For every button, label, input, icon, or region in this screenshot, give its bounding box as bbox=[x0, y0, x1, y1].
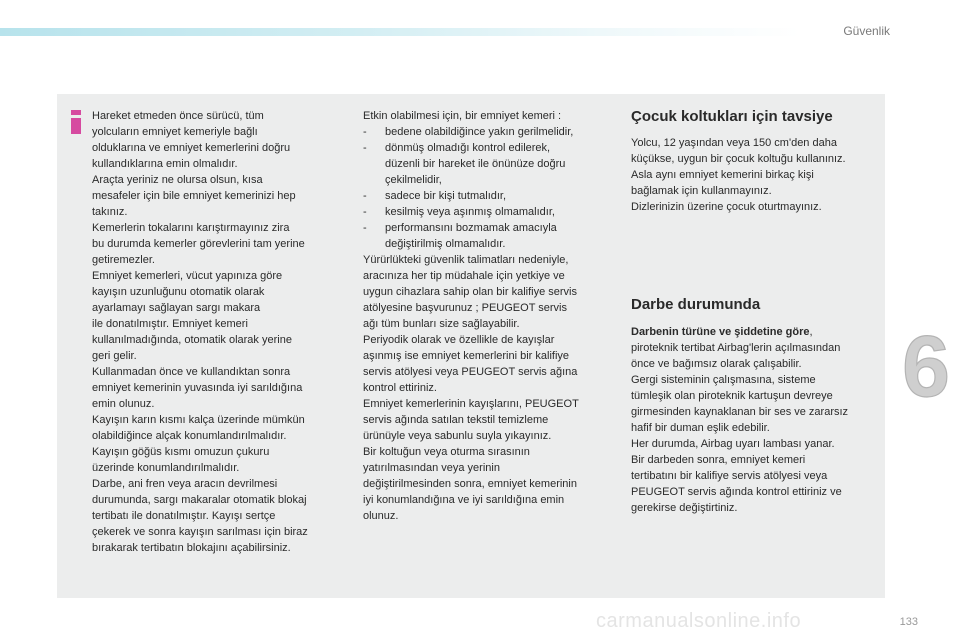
seatbelt-general-text bbox=[92, 108, 340, 556]
list-item-line: dönmüş olmadığı kontrol edilerek, bbox=[385, 142, 551, 154]
text-line: aşınmış ise emniyet kemerlerini bir kalifiye bbox=[363, 350, 570, 362]
text-line: üzerinde konumlandırılmalıdır. bbox=[92, 462, 240, 474]
impact-lead-rest: , bbox=[809, 326, 813, 338]
text-line: hafif bir duman eşlik edebilir. bbox=[631, 422, 770, 434]
text-line: geri gelir. bbox=[92, 350, 137, 362]
text-line: bırakarak tertibatın blokajını açabilirsiniz. bbox=[92, 542, 291, 554]
list-item-line: bedene olabildiğince yakın gerilmelidir, bbox=[385, 126, 574, 138]
text-line: Bir koltuğun veya oturma sırasının bbox=[363, 446, 530, 458]
list-dash: - bbox=[363, 190, 367, 202]
list-item-text bbox=[385, 140, 565, 188]
text-line: piroteknik tertibat Airbag'lerin açılmasından bbox=[631, 342, 841, 354]
right-column bbox=[631, 108, 881, 516]
text-line: iyi konumlandığına ve iyi sarıldığına emin bbox=[363, 494, 565, 506]
text-line: Kayışın karın kısmı kalça üzerinde mümkün bbox=[92, 414, 305, 426]
text-line: yatırılmasından veya yerinin bbox=[363, 462, 500, 474]
text-line: küçükse, uygun bir çocuk koltuğu kullanınız. bbox=[631, 153, 846, 165]
text-line: ürünüyle veya sabunlu suyla yıkayınız. bbox=[363, 430, 552, 442]
text-line: Periyodik olarak ve özellikle de kayışlar bbox=[363, 334, 555, 346]
text-line: Her durumda, Airbag uyarı lambası yanar. bbox=[631, 438, 835, 450]
list-item-line: kesilmiş veya aşınmış olmamalıdır, bbox=[385, 206, 555, 218]
list-item-text bbox=[385, 124, 573, 140]
text-line: Kayışın göğüs kısmı omuzun çukuru bbox=[92, 446, 270, 458]
list-dash: - bbox=[363, 206, 367, 218]
text-line: kontrol ettiriniz. bbox=[363, 382, 437, 394]
list-dash: - bbox=[363, 222, 367, 234]
list-item-line: düzenli bir hareket ile önünüze doğru bbox=[385, 158, 566, 170]
child-seat-heading: Çocuk koltukları için tavsiye bbox=[631, 108, 833, 125]
text-line: ağı tüm bunları size sağlayabilir. bbox=[363, 318, 520, 330]
text-line: olabildiğince alçak konumlandırılmalıdır. bbox=[92, 430, 287, 442]
text-line: tertibatını bir kalifiye servis atölyesi veya bbox=[631, 470, 828, 482]
text-line: emin olunuz. bbox=[92, 398, 155, 410]
text-line: gerekirse değiştirtiniz. bbox=[631, 502, 738, 514]
text-line: bağlamak için kullanmayınız. bbox=[631, 185, 772, 197]
text-line: takınız. bbox=[92, 206, 128, 218]
text-line: aracınıza her tip müdahale için yetkiye ve bbox=[363, 270, 565, 282]
text-line: Bir darbeden sonra, emniyet kemeri bbox=[631, 454, 806, 466]
list-item-text bbox=[385, 220, 557, 252]
list-item-line: sadece bir kişi tutmalıdır, bbox=[385, 190, 507, 202]
list-item-text bbox=[385, 204, 555, 220]
text-line: Araçta yeriniz ne olursa olsun, kısa bbox=[92, 174, 263, 186]
info-icon bbox=[69, 110, 83, 134]
text-line: değiştirilmesinden sonra, emniyet kemerinin bbox=[363, 478, 577, 490]
text-line: olunuz. bbox=[363, 510, 399, 522]
text-line: bu durumda kemerler görevlerini tam yerine bbox=[92, 238, 305, 250]
text-line: uygun cihazlara sahip olan bir kalifiye servis bbox=[363, 286, 577, 298]
list-item-text bbox=[385, 188, 506, 204]
text-line: önce ve bağımsız olarak çalışabilir. bbox=[631, 358, 802, 370]
impact-lines bbox=[631, 340, 881, 516]
list-item bbox=[363, 204, 613, 220]
text-line: kullandıklarına emin olmalıdır. bbox=[92, 158, 238, 170]
list-dash: - bbox=[363, 126, 367, 138]
text-line: Hareket etmeden önce sürücü, tüm bbox=[92, 110, 264, 122]
text-line: Yürürlükteki güvenlik talimatları nedeniyle, bbox=[363, 254, 569, 266]
chapter-number-tab bbox=[892, 316, 960, 426]
text-line: Emniyet kemerleri, vücut yapınıza göre bbox=[92, 270, 283, 282]
impact-lead-line bbox=[631, 324, 881, 340]
impact-lead-bold: Darbenin türüne ve şiddetine göre bbox=[631, 326, 810, 338]
text-line: getiremezler. bbox=[92, 254, 155, 266]
text-line: servis atölyesi veya PEUGEOT servis ağına bbox=[363, 366, 578, 378]
text-line: tertibatı ile donatılmıştır. Kayışı sertçe bbox=[92, 510, 276, 522]
text-line: kullanılmadığında, otomatik olarak yerine bbox=[92, 334, 292, 346]
list-item bbox=[363, 220, 613, 252]
text-line: tümleşik olan piroteknik kartuşun devreye bbox=[631, 390, 833, 402]
text-line: durumunda, sargı makaralar otomatik blokaj bbox=[92, 494, 307, 506]
page-number: 133 bbox=[899, 616, 918, 628]
header-accent-bar bbox=[0, 28, 800, 36]
text-line: Darbe, ani fren veya aracın devrilmesi bbox=[92, 478, 278, 490]
chapter-number: 6 bbox=[902, 319, 950, 415]
list-item-line: çekilmelidir, bbox=[385, 174, 442, 186]
text-line: kayışın uzunluğunu otomatik olarak bbox=[92, 286, 265, 298]
text-line: mesafeler için bile emniyet kemerinizi hep bbox=[92, 190, 296, 202]
seatbelt-requirements-text bbox=[363, 108, 613, 524]
text-line: emniyet kemerinin yuvasında iyi sarıldığına bbox=[92, 382, 303, 394]
text-line: ayarlamayı sağlayan sargı makara bbox=[92, 302, 261, 314]
watermark: carmanualsonline.info bbox=[596, 610, 802, 632]
impact-text bbox=[631, 324, 881, 516]
maintenance-text bbox=[363, 252, 613, 524]
child-seat-text bbox=[631, 135, 881, 215]
requirements-list bbox=[363, 124, 613, 252]
requirements-intro: Etkin olabilmesi için, bir emniyet kemeri : bbox=[363, 110, 562, 122]
text-line: girmesinden kaynaklanan bir ses ve zararsız bbox=[631, 406, 849, 418]
list-dash: - bbox=[363, 142, 367, 154]
text-line: olduklarına ve emniyet kemerlerini doğru bbox=[92, 142, 291, 154]
text-line: ile donatılmıştır. Emniyet kemeri bbox=[92, 318, 248, 330]
text-line: PEUGEOT servis ağında kontrol ettiriniz ve bbox=[631, 486, 842, 498]
text-line: çekerek ve sonra kayışın sarılması için biraz bbox=[92, 526, 308, 538]
list-item bbox=[363, 188, 613, 204]
text-line: yolcuların emniyet kemeriyle bağlı bbox=[92, 126, 258, 138]
impact-heading: Darbe durumunda bbox=[631, 296, 761, 313]
list-item-line: performansını bozmamak amacıyla bbox=[385, 222, 557, 234]
text-line: Asla aynı emniyet kemerini birkaç kişi bbox=[631, 169, 814, 181]
text-line: Kemerlerin tokalarını karıştırmayınız zira bbox=[92, 222, 290, 234]
text-line: atölyesine başvurunuz ; PEUGEOT servis bbox=[363, 302, 567, 314]
section-title: Güvenlik bbox=[843, 24, 890, 38]
text-line: Emniyet kemerlerinin kayışlarını, PEUGEOT bbox=[363, 398, 579, 410]
list-item bbox=[363, 140, 613, 188]
text-line: Gergi sisteminin çalışmasına, sisteme bbox=[631, 374, 816, 386]
text-line: Dizlerinizin üzerine çocuk oturtmayınız. bbox=[631, 201, 822, 213]
text-line: Yolcu, 12 yaşından veya 150 cm'den daha bbox=[631, 137, 837, 149]
text-line: servis ağında satılan tekstil temizleme bbox=[363, 414, 549, 426]
text-line: Kullanmadan önce ve kullandıktan sonra bbox=[92, 366, 291, 378]
list-item-line: değiştirilmiş olmamalıdır. bbox=[385, 238, 506, 250]
list-item bbox=[363, 124, 613, 140]
